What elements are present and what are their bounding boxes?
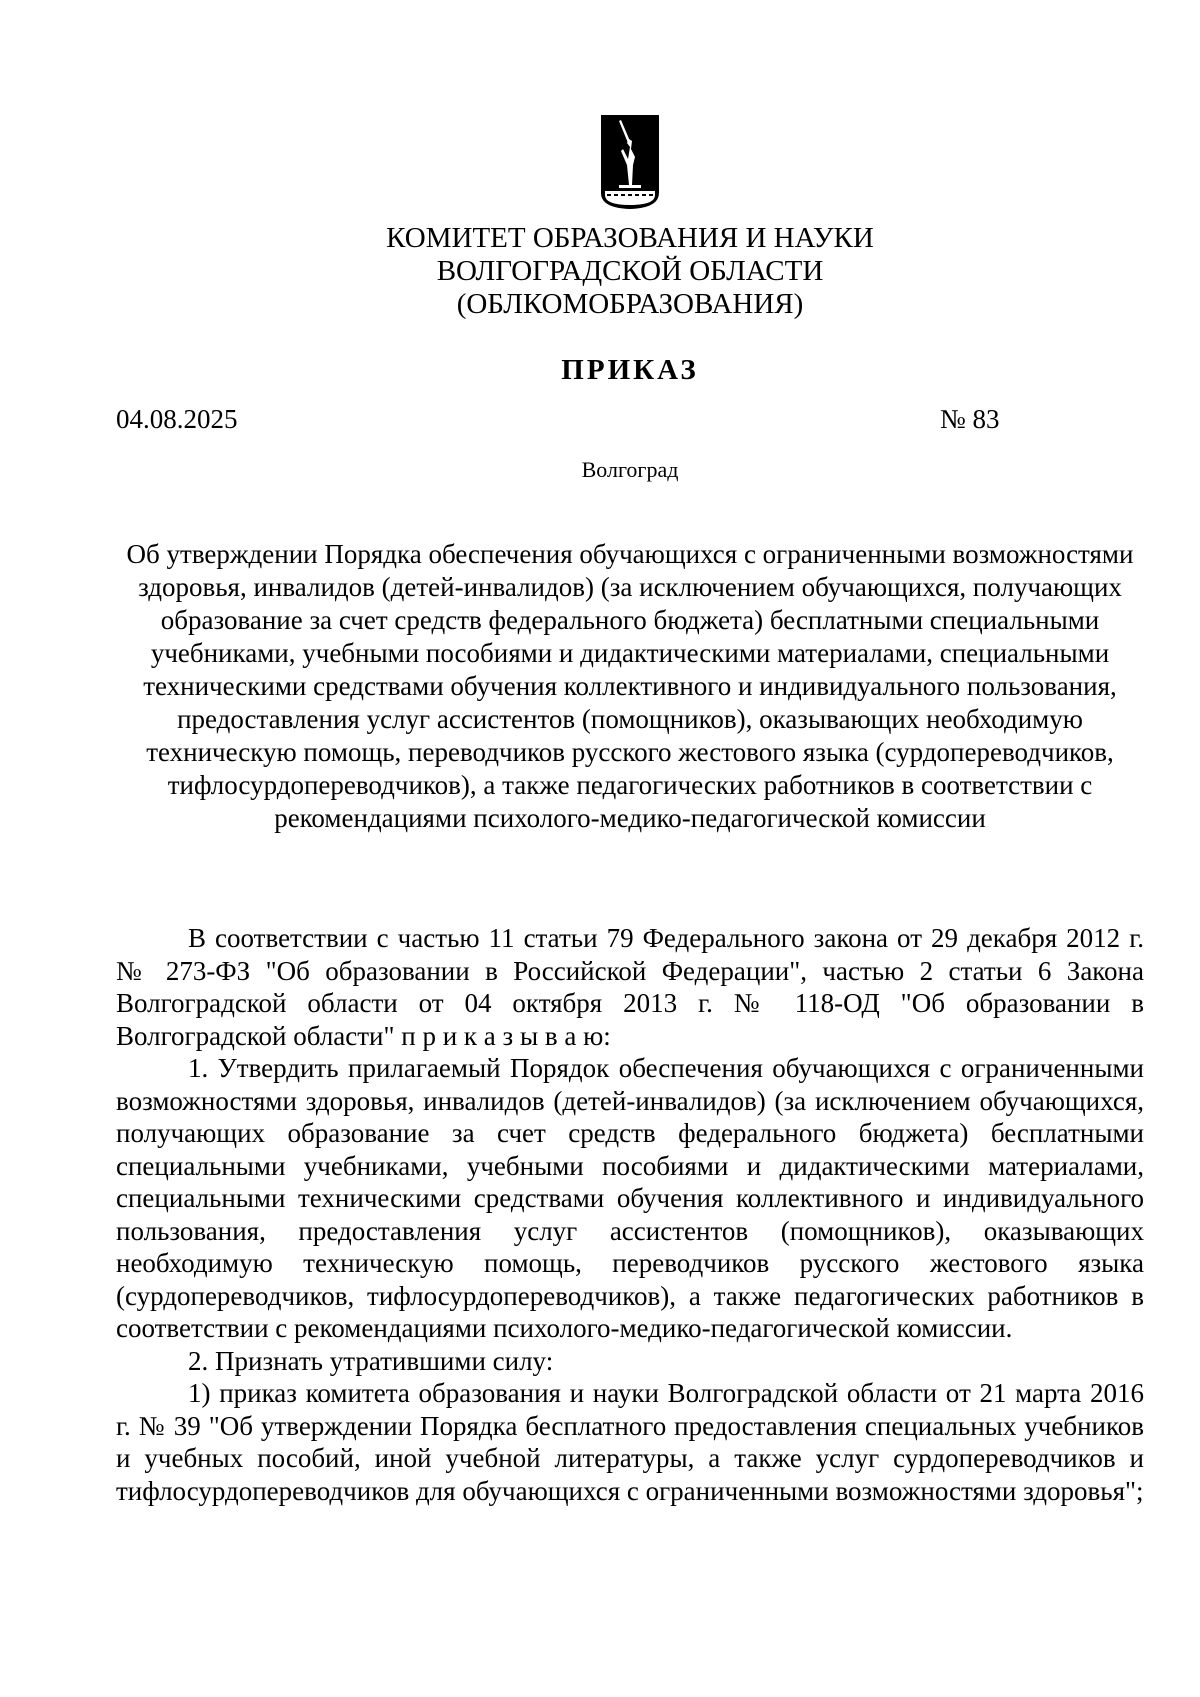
org-line-1: КОМИТЕТ ОБРАЗОВАНИЯ И НАУКИ	[386, 222, 874, 254]
body-paragraph-item-1: 1. Утвердить прилагаемый Порядок обеспечения обучающихся с ограниченными возможностями здоровья, инвалидов (детей-инвалидов) (за исключением обучающихся, получающих образование за счет средств федерального бюджета) бесплатными специальными учебниками, учебными пособиями и дидактическими материалами, специальными техническими средствами обучения коллективного и индивидуального пользования, предоставления услуг ассистентов (помощников), оказывающих необходимую техническую помощь, переводчиков русского жестового языка (сурдопереводчиков, тифлосурдопереводчиков), а также педагогических работников в соответствии с рекомендациями психолого-медико-педагогической комиссии.	[116, 1053, 1144, 1343]
document-city: Волгоград	[581, 457, 679, 482]
document-body	[116, 922, 1144, 1507]
document-subject: Об утверждении Порядка обеспечения обучающихся с ограниченными возможностями здоровья, инвалидов (детей-инвалидов) (за исключением обучающихся, получающих образование за счет средств федерального бюджета) бесплатными специальными учебниками, учебными пособиями и дидактическими материалами, специальными техническими средствами обучения коллективного и индивидуального пользования, предоставления услуг ассистентов (помощников), оказывающих необходимую техническую помощь, переводчиков русского жестового языка (сурдопереводчиков, тифлосурдопереводчиков), а также педагогических работников в соответствии с рекомендациями психолого-медико-педагогической комиссии	[126, 539, 1134, 833]
body-paragraph-preamble: В соответствии с частью 11 статьи 79 Федерального закона от 29 декабря 2012 г. № 273-ФЗ "Об образовании в Российской Федерации", частью 2 статьи 6 Закона Волгоградской области от 04 октября 2013 г. № 118-ОД "Об образовании в Волгоградской области" п р и к а з ы в а ю:	[116, 923, 1144, 1051]
org-line-2: ВОЛГОГРАДСКОЙ ОБЛАСТИ	[436, 255, 824, 287]
body-paragraph-subitem-1: 1) приказ комитета образования и науки Волгоградской области от 21 марта 2016 г. № 39 "Об утверждении Порядка бесплатного предоставления специальных учебников и учебных пособий, иной учебной литературы, а также услуг сурдопереводчиков и тифлосурдопереводчиков для обучающихся с ограниченными возможностями здоровья";	[116, 1378, 1144, 1506]
document-type: ПРИКАЗ	[561, 354, 699, 386]
document-date: 04.08.2025	[116, 404, 238, 434]
volgograd-coat-of-arms-icon	[599, 113, 661, 211]
organization-name	[0, 222, 1200, 321]
body-paragraph-item-2: 2. Признать утратившими силу:	[188, 1345, 554, 1376]
org-line-3: (ОБЛКОМОБРАЗОВАНИЯ)	[456, 288, 804, 320]
document-number: № 83	[940, 404, 1000, 434]
